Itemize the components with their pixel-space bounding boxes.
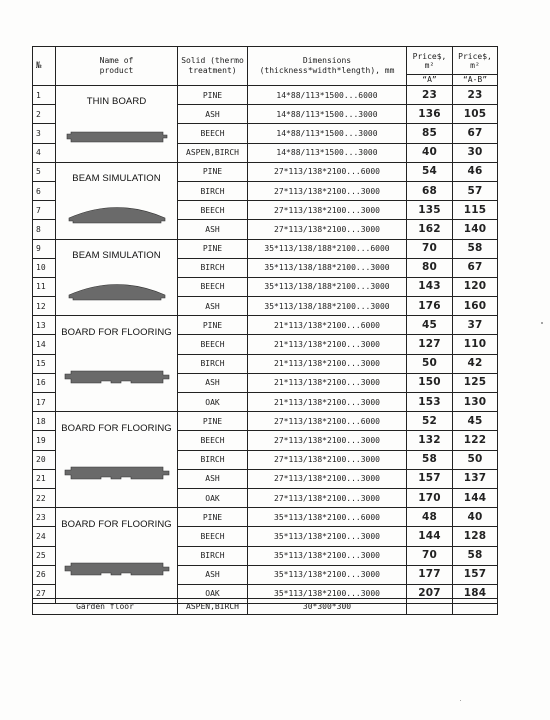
garden-floor-price-a bbox=[407, 599, 453, 615]
price-a: 177 bbox=[407, 565, 453, 584]
dimensions: 14*88/113*1500...3000 bbox=[248, 105, 407, 124]
wood-type: PINE bbox=[178, 508, 248, 527]
wood-type: BEECH bbox=[178, 527, 248, 546]
wood-type: PINE bbox=[178, 239, 248, 258]
dimensions: 21*113/138*2100...3000 bbox=[248, 335, 407, 354]
product-cell bbox=[56, 86, 178, 163]
row-number: 23 bbox=[33, 508, 56, 527]
wood-type: OAK bbox=[178, 393, 248, 412]
price-ab: 67 bbox=[453, 124, 498, 143]
table-row bbox=[33, 86, 498, 105]
price-ab: 110 bbox=[453, 335, 498, 354]
header-product-name-text: Name of product bbox=[99, 56, 134, 75]
price-ab: 50 bbox=[453, 450, 498, 469]
product-name: BOARD FOR FLOORING bbox=[61, 519, 172, 531]
price-a: 153 bbox=[407, 393, 453, 412]
dimensions: 21*113/138*2100...3000 bbox=[248, 354, 407, 373]
price-table bbox=[32, 46, 498, 604]
price-a: 70 bbox=[407, 546, 453, 565]
price-a: 58 bbox=[407, 450, 453, 469]
flooring-board-profile-icon bbox=[61, 462, 173, 490]
table-row bbox=[33, 162, 498, 181]
table-row bbox=[33, 239, 498, 258]
header-grade-a: “A” bbox=[422, 75, 437, 84]
scan-speck bbox=[541, 322, 543, 324]
flooring-board-profile-icon bbox=[61, 366, 173, 394]
dimensions: 21*113/138*2100...3000 bbox=[248, 393, 407, 412]
beam-profile-icon bbox=[61, 280, 173, 308]
dimensions: 14*88/113*1500...3000 bbox=[248, 143, 407, 162]
wood-type: ASH bbox=[178, 220, 248, 239]
price-ab: 30 bbox=[453, 143, 498, 162]
price-ab: 137 bbox=[453, 469, 498, 488]
header-price-a bbox=[407, 47, 453, 86]
price-a: 144 bbox=[407, 527, 453, 546]
wood-type: BIRCH bbox=[178, 354, 248, 373]
dimensions: 35*113/138/188*2100...3000 bbox=[248, 297, 407, 316]
header-number: № bbox=[33, 47, 56, 86]
price-a: 50 bbox=[407, 354, 453, 373]
price-ab: 40 bbox=[453, 508, 498, 527]
price-a: 207 bbox=[407, 584, 453, 603]
dimensions: 14*88/113*1500...6000 bbox=[248, 86, 407, 105]
dimensions: 27*113/138*2100...3000 bbox=[248, 201, 407, 220]
price-a: 132 bbox=[407, 431, 453, 450]
price-a: 40 bbox=[407, 143, 453, 162]
price-a: 135 bbox=[407, 201, 453, 220]
wood-type: BIRCH bbox=[178, 258, 248, 277]
table-row bbox=[33, 316, 498, 335]
row-number: 4 bbox=[33, 143, 56, 162]
header-price-a-text: Price$, m² bbox=[412, 51, 447, 70]
thin-board-profile-icon bbox=[61, 126, 173, 154]
row-number: 12 bbox=[33, 297, 56, 316]
price-a: 48 bbox=[407, 508, 453, 527]
row-number: 14 bbox=[33, 335, 56, 354]
wood-type: BEECH bbox=[178, 201, 248, 220]
scan-speck bbox=[460, 700, 461, 701]
wood-type: BIRCH bbox=[178, 546, 248, 565]
price-a: 136 bbox=[407, 105, 453, 124]
table-row bbox=[33, 412, 498, 431]
wood-type: ASPEN,BIRCH bbox=[178, 143, 248, 162]
price-a: 80 bbox=[407, 258, 453, 277]
wood-type: OAK bbox=[178, 584, 248, 603]
dimensions: 27*113/138*2100...3000 bbox=[248, 220, 407, 239]
table-header-row bbox=[33, 47, 498, 86]
table-row bbox=[33, 508, 498, 527]
row-number: 19 bbox=[33, 431, 56, 450]
garden-floor-wood: ASPEN,BIRCH bbox=[178, 599, 248, 615]
row-number: 25 bbox=[33, 546, 56, 565]
price-ab: 130 bbox=[453, 393, 498, 412]
price-ab: 157 bbox=[453, 565, 498, 584]
price-ab: 42 bbox=[453, 354, 498, 373]
price-a: 170 bbox=[407, 488, 453, 507]
price-ab: 45 bbox=[453, 412, 498, 431]
row-number: 16 bbox=[33, 373, 56, 392]
header-price-ab-text: Price$, m² bbox=[458, 51, 492, 70]
header-dimensions-text: Dimensions (thickness*width*length), mm bbox=[259, 56, 395, 75]
price-a: 54 bbox=[407, 162, 453, 181]
row-number: 24 bbox=[33, 527, 56, 546]
wood-type: ASH bbox=[178, 297, 248, 316]
garden-floor-row bbox=[33, 599, 498, 615]
price-ab: 184 bbox=[453, 584, 498, 603]
row-number: 5 bbox=[33, 162, 56, 181]
row-number: 18 bbox=[33, 412, 56, 431]
price-a: 45 bbox=[407, 316, 453, 335]
price-ab: 128 bbox=[453, 527, 498, 546]
price-ab: 140 bbox=[453, 220, 498, 239]
wood-type: BEECH bbox=[178, 335, 248, 354]
header-product-name bbox=[56, 47, 178, 86]
wood-type: ASH bbox=[178, 565, 248, 584]
header-solid bbox=[178, 47, 248, 86]
header-grade-ab: “A-B” bbox=[462, 75, 488, 84]
product-name: THIN BOARD bbox=[86, 96, 147, 108]
product-cell bbox=[56, 162, 178, 239]
wood-type: ASH bbox=[178, 105, 248, 124]
price-ab: 58 bbox=[453, 239, 498, 258]
product-cell bbox=[56, 316, 178, 412]
dimensions: 35*113/138/188*2100...3000 bbox=[248, 258, 407, 277]
row-number: 13 bbox=[33, 316, 56, 335]
product-name: BEAM SIMULATION bbox=[72, 249, 161, 261]
price-a: 143 bbox=[407, 277, 453, 296]
garden-floor-name: Garden floor bbox=[33, 599, 178, 615]
price-ab: 46 bbox=[453, 162, 498, 181]
wood-type: BEECH bbox=[178, 431, 248, 450]
dimensions: 27*113/138*2100...3000 bbox=[248, 450, 407, 469]
price-a: 127 bbox=[407, 335, 453, 354]
dimensions: 27*113/138*2100...3000 bbox=[248, 181, 407, 200]
price-ab: 144 bbox=[453, 488, 498, 507]
product-cell bbox=[56, 412, 178, 508]
dimensions: 35*113/138/188*2100...6000 bbox=[248, 239, 407, 258]
dimensions: 35*113/138*2100...3000 bbox=[248, 584, 407, 603]
beam-profile-icon bbox=[61, 203, 173, 231]
wood-type: OAK bbox=[178, 488, 248, 507]
dimensions: 35*113/138*2100...6000 bbox=[248, 508, 407, 527]
dimensions: 14*88/113*1500...3000 bbox=[248, 124, 407, 143]
wood-type: PINE bbox=[178, 316, 248, 335]
dimensions: 35*113/138*2100...3000 bbox=[248, 527, 407, 546]
row-number: 26 bbox=[33, 565, 56, 584]
price-ab: 120 bbox=[453, 277, 498, 296]
price-ab: 37 bbox=[453, 316, 498, 335]
row-number: 9 bbox=[33, 239, 56, 258]
price-a: 68 bbox=[407, 181, 453, 200]
row-number: 22 bbox=[33, 488, 56, 507]
row-number: 21 bbox=[33, 469, 56, 488]
product-cell bbox=[56, 508, 178, 604]
wood-type: ASH bbox=[178, 373, 248, 392]
price-a: 150 bbox=[407, 373, 453, 392]
flooring-board-profile-icon bbox=[61, 558, 173, 586]
price-a: 176 bbox=[407, 297, 453, 316]
price-ab: 23 bbox=[453, 86, 498, 105]
row-number: 15 bbox=[33, 354, 56, 373]
product-name: BOARD FOR FLOORING bbox=[61, 327, 172, 339]
price-ab: 115 bbox=[453, 201, 498, 220]
price-a: 85 bbox=[407, 124, 453, 143]
wood-type: PINE bbox=[178, 412, 248, 431]
row-number: 27 bbox=[33, 584, 56, 603]
price-ab: 67 bbox=[453, 258, 498, 277]
dimensions: 35*113/138*2100...3000 bbox=[248, 546, 407, 565]
wood-type: ASH bbox=[178, 469, 248, 488]
row-number: 7 bbox=[33, 201, 56, 220]
dimensions: 27*113/138*2100...6000 bbox=[248, 412, 407, 431]
dimensions: 35*113/138*2100...3000 bbox=[248, 565, 407, 584]
dimensions: 21*113/138*2100...3000 bbox=[248, 373, 407, 392]
wood-type: PINE bbox=[178, 86, 248, 105]
price-a: 162 bbox=[407, 220, 453, 239]
wood-type: BEECH bbox=[178, 277, 248, 296]
row-number: 20 bbox=[33, 450, 56, 469]
header-solid-text: Solid (thermo treatment) bbox=[181, 56, 244, 75]
wood-type: PINE bbox=[178, 162, 248, 181]
wood-type: BIRCH bbox=[178, 450, 248, 469]
product-name: BOARD FOR FLOORING bbox=[61, 423, 172, 435]
header-price-ab bbox=[453, 47, 498, 86]
row-number: 8 bbox=[33, 220, 56, 239]
header-dimensions bbox=[248, 47, 407, 86]
dimensions: 27*113/138*2100...6000 bbox=[248, 162, 407, 181]
row-number: 1 bbox=[33, 86, 56, 105]
row-number: 17 bbox=[33, 393, 56, 412]
garden-floor-price-ab bbox=[453, 599, 498, 615]
dimensions: 27*113/138*2100...3000 bbox=[248, 469, 407, 488]
price-a: 23 bbox=[407, 86, 453, 105]
row-number: 10 bbox=[33, 258, 56, 277]
row-number: 11 bbox=[33, 277, 56, 296]
price-a: 52 bbox=[407, 412, 453, 431]
price-ab: 57 bbox=[453, 181, 498, 200]
product-cell bbox=[56, 239, 178, 316]
product-name: BEAM SIMULATION bbox=[72, 172, 161, 184]
wood-type: BEECH bbox=[178, 124, 248, 143]
garden-floor-table bbox=[32, 598, 498, 615]
price-a: 70 bbox=[407, 239, 453, 258]
dimensions: 27*113/138*2100...3000 bbox=[248, 488, 407, 507]
dimensions: 27*113/138*2100...3000 bbox=[248, 431, 407, 450]
row-number: 3 bbox=[33, 124, 56, 143]
price-ab: 122 bbox=[453, 431, 498, 450]
dimensions: 21*113/138*2100...6000 bbox=[248, 316, 407, 335]
price-ab: 160 bbox=[453, 297, 498, 316]
price-table-body bbox=[33, 86, 498, 604]
price-ab: 105 bbox=[453, 105, 498, 124]
garden-floor-dimensions: 30*300*300 bbox=[248, 599, 407, 615]
price-ab: 125 bbox=[453, 373, 498, 392]
dimensions: 35*113/138/188*2100...3000 bbox=[248, 277, 407, 296]
price-a: 157 bbox=[407, 469, 453, 488]
wood-type: BIRCH bbox=[178, 181, 248, 200]
row-number: 6 bbox=[33, 181, 56, 200]
price-ab: 58 bbox=[453, 546, 498, 565]
row-number: 2 bbox=[33, 105, 56, 124]
